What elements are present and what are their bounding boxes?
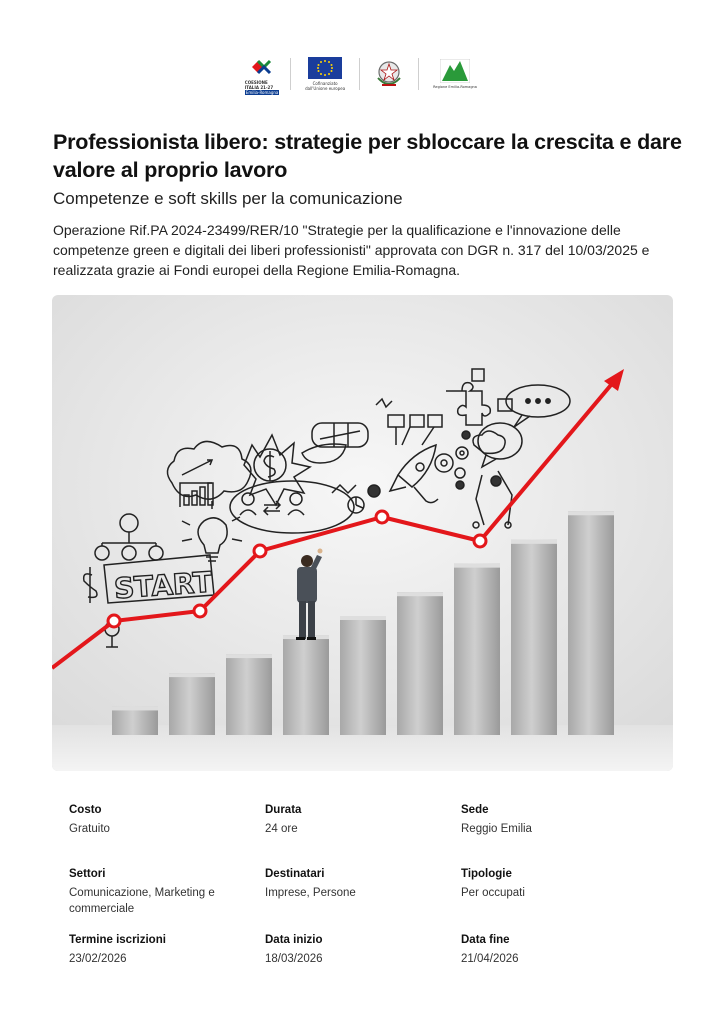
pillar [511, 540, 557, 735]
info-label: Costo [69, 804, 102, 816]
coesione-line-3: Emilia-Romagna [245, 89, 279, 95]
regione-emilia-romagna-logo [419, 56, 491, 92]
italian-republic-emblem [360, 56, 418, 92]
course-info-grid [69, 803, 669, 997]
info-recipients [265, 867, 461, 933]
page-title: Professionista libero: strategie per sbloccare la crescita e dare valore al proprio lavoro [53, 130, 682, 182]
coesione-line-2: ITALIA 21-27 [244, 84, 274, 90]
pillar [454, 564, 500, 735]
info-value: 24 ore [265, 823, 298, 835]
info-label: Tipologie [461, 868, 512, 880]
info-value: Gratuito [69, 823, 110, 835]
eu-line-2: dall'Unione europea [305, 86, 346, 91]
eu-line-1: Cofinanziato [312, 81, 338, 86]
pillar-top [112, 706, 158, 710]
operation-description: Operazione Rif.PA 2024-23499/RER/10 "Strategie per la qualificazione e l'innovazione delle competenze green e digitali dei liberi professionisti" approvata con DGR n. 317 del 10/03/2025 e realizzata grazie ai Fondi europei della Regione Emilia-Romagna. [53, 222, 650, 278]
info-cost [69, 803, 265, 867]
pillar [397, 592, 443, 735]
pillar [112, 706, 158, 735]
info-label: Settori [69, 868, 106, 880]
coesione-italia-logo [234, 56, 290, 95]
pillar-top [511, 540, 557, 544]
info-label: Data fine [461, 934, 510, 946]
republic-emblem-icon [374, 58, 404, 90]
pillar-top [226, 654, 272, 658]
info-location [461, 803, 657, 867]
info-label: Destinatari [265, 868, 325, 880]
pillar [283, 635, 329, 735]
regione-line-1: Regione Emilia-Romagna [433, 84, 477, 89]
info-value: 23/02/2026 [69, 953, 127, 965]
logo-bar [0, 56, 725, 95]
info-value: Per occupati [461, 887, 525, 899]
arrow-node [194, 605, 206, 617]
info-value: Comunicazione, Marketing e commerciale [69, 887, 215, 915]
info-label: Sede [461, 804, 489, 816]
coesione-line-1: COESIONE [244, 79, 268, 85]
pillar-top [397, 592, 443, 596]
pillar-top [340, 616, 386, 620]
info-label: Termine iscrizioni [69, 934, 166, 946]
pillar-top [568, 511, 614, 515]
pillar [226, 654, 272, 735]
info-sectors [69, 867, 265, 933]
pillar [568, 511, 614, 735]
hero-image [52, 295, 673, 771]
info-end-date [461, 933, 657, 997]
info-registration-deadline [69, 933, 265, 997]
pillar-top [454, 564, 500, 568]
info-duration [265, 803, 461, 867]
info-label: Data inizio [265, 934, 323, 946]
pillar-top [169, 673, 215, 677]
arrow-node [376, 511, 388, 523]
pillar [340, 616, 386, 735]
growth-chart-illustration [52, 295, 673, 771]
regione-icon [440, 59, 470, 83]
info-value: 18/03/2026 [265, 953, 323, 965]
arrow-node [108, 615, 120, 627]
info-value: 21/04/2026 [461, 953, 519, 965]
pillar [169, 673, 215, 735]
start-sketch-text: START [113, 565, 214, 606]
page-subtitle: Competenze e soft skills per la comunicazione [53, 189, 403, 208]
info-types [461, 867, 657, 933]
dot-doodle [368, 485, 380, 497]
eu-cofinanced-logo [291, 56, 359, 92]
info-label: Durata [265, 804, 302, 816]
arrow-node [474, 535, 486, 547]
info-start-date [265, 933, 461, 997]
arrow-node [254, 545, 266, 557]
eu-flag-icon [308, 57, 342, 79]
info-value: Reggio Emilia [461, 823, 532, 835]
info-value: Imprese, Persone [265, 887, 356, 899]
